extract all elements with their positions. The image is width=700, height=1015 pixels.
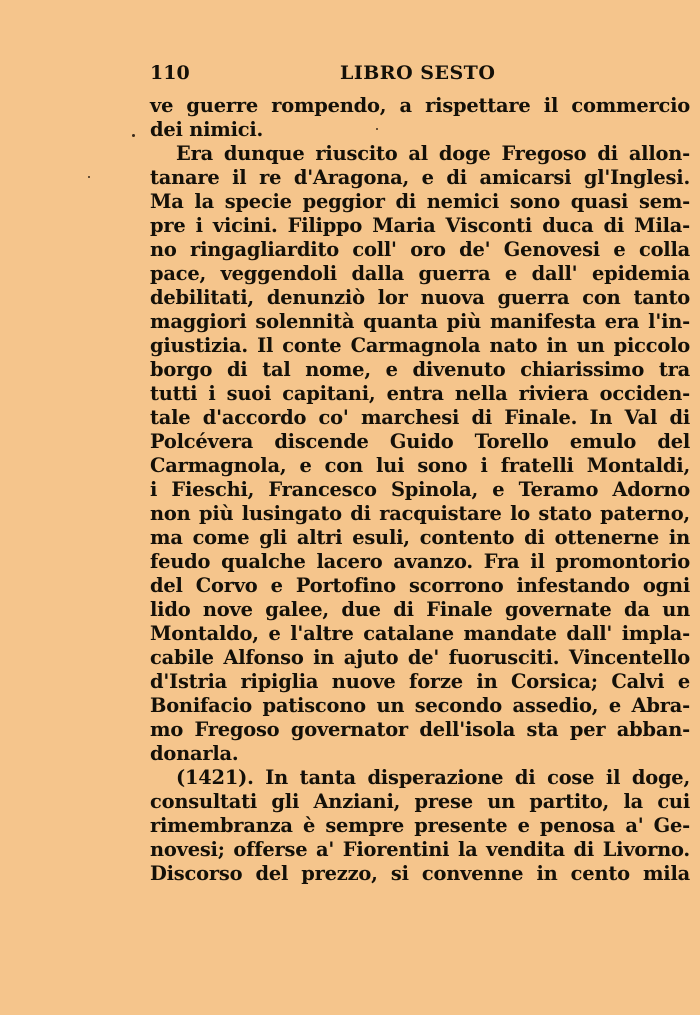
text-line: maggiori solennità quanta più manifesta era l'in- (150, 310, 690, 333)
page-number: 110 (150, 62, 190, 84)
text-line: dei nimici. (150, 118, 264, 141)
text-line: Ma la specie peggior di nemici sono quasi sem- (150, 190, 690, 213)
text-line: pace, veggendoli dalla guerra e dall' epidemia (150, 262, 690, 285)
text-line: i Fieschi, Francesco Spinola, e Teramo Adorno (150, 478, 690, 501)
text-line: d'Istria ripiglia nuove forze in Corsica; Calvi e (150, 670, 690, 693)
text-line: giustizia. Il conte Carmagnola nato in un piccolo (150, 334, 690, 357)
text-line: borgo di tal nome, e divenuto chiarissimo tra (150, 358, 690, 381)
text-line: no ringagliardito coll' oro de' Genovesi e colla (150, 238, 690, 261)
text-line: Era dunque riuscito al doge Fregoso di allon- (176, 142, 690, 165)
ink-speck (88, 176, 90, 178)
text-line: Bonifacio patiscono un secondo assedio, e Abra- (150, 694, 690, 717)
text-line: pre i vicini. Filippo Maria Visconti duca di Mila- (150, 214, 690, 237)
text-line: tutti i suoi capitani, entra nella riviera occiden- (150, 382, 690, 405)
page-header (150, 62, 650, 92)
text-line: Polcévera discende Guido Torello emulo del (150, 430, 690, 453)
text-line: ve guerre rompendo, a rispettare il commercio (150, 94, 690, 117)
text-line: debilitati, denunziò lor nuova guerra con tanto (150, 286, 690, 309)
text-line: Carmagnola, e con lui sono i fratelli Montaldi, (150, 454, 690, 477)
text-line: rimembranza è sempre presente e penosa a' Ge- (150, 814, 690, 837)
text-line: feudo qualche lacero avanzo. Fra il promontorio (150, 550, 690, 573)
ink-speck (132, 134, 135, 137)
text-line: mo Fregoso governator dell'isola sta per abban- (150, 718, 690, 741)
text-line: lido nove galee, due di Finale governate da un (150, 598, 690, 621)
text-line: ma come gli altri esuli, contento di ottenerne in (150, 526, 690, 549)
text-line: tale d'accordo co' marchesi di Finale. In Val di (150, 406, 690, 429)
text-line: Discorso del prezzo, si convenne in cento mila (150, 862, 690, 885)
text-line: novesi; offerse a' Fiorentini la vendita di Livorno. (150, 838, 690, 861)
text-line: cabile Alfonso in ajuto de' fuorusciti. Vincentello (150, 646, 690, 669)
text-line: (1421). In tanta disperazione di cose il doge, (176, 766, 690, 789)
body-text (150, 94, 690, 886)
running-title: LIBRO SESTO (340, 62, 496, 84)
text-line: del Corvo e Portofino scorrono infestando ogni (150, 574, 690, 597)
text-line: donarla. (150, 742, 239, 765)
ink-speck (376, 128, 378, 130)
text-line: tanare il re d'Aragona, e di amicarsi gl'Inglesi. (150, 166, 690, 189)
text-line: consultati gli Anziani, prese un partito, la cui (150, 790, 690, 813)
text-line: Montaldo, e l'altre catalane mandate dall' impla- (150, 622, 690, 645)
text-line: non più lusingato di racquistare lo stato paterno, (150, 502, 690, 525)
